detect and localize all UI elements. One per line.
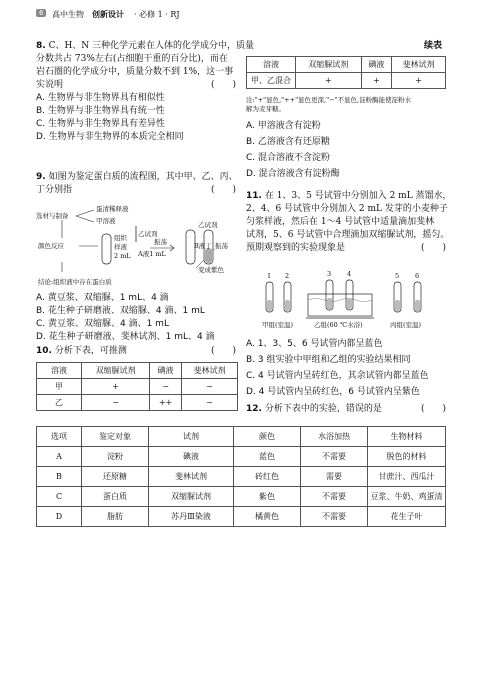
q10-option-a: A. 甲溶液含有淀粉 [246,121,321,131]
q10-stem: 分析下表，可推测 [54,346,127,356]
q11-option-c: C. 4 号试管内呈砖红色，其余试管内都呈蓝色 [246,371,429,381]
q9-line-1: 如图为鉴定蛋白质的流程图，其中甲、乙、丙、 [48,172,238,182]
fig-sample-3: 2 mL [114,252,131,260]
q12-header-cell: 颜色 [234,427,301,447]
table-cell: 甘蔗汁、西瓜汁 [368,467,446,487]
table-row [37,507,446,527]
table-cell: 不需要 [301,487,368,507]
tube-label-1: 1 [267,272,272,280]
q10-header-cell: 碘液 [150,363,182,379]
q8-option-b: B. 生物界与非生物界具有统一性 [36,106,165,116]
q10-header-cell: 溶液 [247,57,296,73]
q12-table [36,426,446,527]
book-title: 高中生物 [52,10,84,19]
continued-label: 续表 [424,41,443,51]
table-cell: 淀粉 [82,447,149,467]
table-row [37,395,238,411]
table-cell: A [37,447,82,467]
tube-label-3: 3 [327,270,332,278]
table-cell: − [181,395,237,411]
q12-header-cell: 选项 [37,427,82,447]
q12-header-cell: 生物材料 [368,427,446,447]
fig-egg-label: 蛋清稀释液 [96,205,129,213]
q11-options [246,336,446,400]
q8-number: 8. [36,41,46,51]
table-cell: 蓝色 [234,447,301,467]
table-cell: C [37,487,82,507]
page-header [36,8,456,22]
q9-option-a: A. 黄豆浆、双缩脲、1 mL、4 滴 [36,293,169,303]
table-cell: + [296,73,362,89]
q9-answer-paren: ( ) [210,185,236,195]
q10-note-line-2: 解为麦芽糖。 [246,105,285,113]
table-row [37,447,446,467]
q10-answer-paren: ( ) [210,346,236,356]
table-cell: 不需要 [301,447,368,467]
table-cell: 需要 [301,467,368,487]
table-cell: 脂肪 [82,507,149,527]
fig-sample-1: 组织 [114,234,127,242]
q9-line-2: 丁分别指 [36,185,73,195]
q12-answer-paren: ( ) [420,404,446,414]
q10-table [36,362,238,411]
table-cell: − [181,379,237,395]
caption-group-jia: 甲组(室温) [262,321,294,329]
table-row [247,73,446,89]
q11-option-d: D. 4 号试管内呈砖红色，6 号试管内呈紫色 [246,387,420,397]
question-8 [36,40,255,144]
q8-option-d: D. 生物界与非生物界的本质完全相同 [36,132,184,142]
table-cell: + [82,379,150,395]
q8-line-4: 实说明 [36,80,64,90]
q11-line-3: 匀浆样液，然后在 1～4 号试管中适量滴加斐林 [246,217,435,227]
q10-option-b: B. 乙溶液含有还原糖 [246,137,330,147]
brand-logo: 创新设计 [92,10,124,19]
q12-header-cell: 试剂 [149,427,234,447]
question-9 [36,171,236,197]
table-cell: 紫色 [234,487,301,507]
table-cell: 豆浆、牛奶、鸡蛋清 [368,487,446,507]
q11-line-4: 试剂，5、6 号试管中合理滴加双缩脲试剂，摇匀。 [246,230,450,240]
q10-header-cell: 斐林试剂 [392,57,446,73]
table-row [37,379,238,395]
table-row [37,467,446,487]
q8-line-3: 岩石圈的化学成分中，质量分数不到 1%，这一事 [36,67,234,77]
q9-option-d: D. 花生种子研磨液、斐林试剂、1 mL、4 滴 [36,332,215,342]
question-9-options [36,292,236,344]
table-cell: 双缩脲试剂 [149,487,234,507]
fig-purple-label: 变成紫色 [198,266,224,274]
book-volume: · 必修 1 · RJ [134,10,180,19]
fig-jia-label: 甲溶液 [96,217,116,225]
fig-bing-label: 乙试剂 [198,221,218,229]
table-cell: 乙 [37,395,82,411]
fig-yi-amount: A液1 mL [138,250,166,258]
table-cell: 不需要 [301,507,368,527]
question-12 [246,403,446,416]
q12-stem: 分析下表中的实验，错误的是 [264,404,382,414]
q11-line-5: 预期观察到的实验现象是 [246,243,346,253]
q12-number: 12. [246,404,262,414]
q8-answer-paren: ( ) [210,80,236,90]
table-cell: D [37,507,82,527]
q10-note-line-1: 注:"+"显色,"++"显色更深,"−"不显色,淀粉酶能使淀粉水 [246,96,412,104]
tube-label-2: 2 [285,272,290,280]
q8-option-c: C. 生物界与非生物界具有差异性 [36,119,166,129]
tube-label-5: 5 [395,272,400,280]
caption-group-yi: 乙组(60 ℃水浴) [314,321,363,329]
fig-conclusion: 结论:组织液中存在蛋白质 [38,278,112,286]
q9-number: 9. [36,172,46,182]
protein-test-flowchart [36,204,236,290]
q8-option-a: A. 生物界与非生物界具有相似性 [36,93,165,103]
table-cell: + [361,73,392,89]
question-10 [36,345,236,358]
caption-group-bing: 丙组(室温) [390,321,422,329]
q11-option-b: B. 3 组实验中甲组和乙组的实验结果相同 [246,355,411,365]
table-cell: ++ [150,395,182,411]
q11-option-a: A. 1、3、5、6 号试管内都呈蓝色 [246,339,383,349]
table-cell: 脱色的材料 [368,447,446,467]
table-cell: − [82,395,150,411]
q12-header-cell: 水浴加热 [301,427,368,447]
table-cell: 甲、乙混合 [247,73,296,89]
q8-line-1: C、H、N 三种化学元素在人体的化学成分中，质量 [48,41,255,51]
table-cell: 橘黄色 [234,507,301,527]
q11-number: 11. [246,191,262,201]
tube-label-6: 6 [415,272,420,280]
table-cell: − [150,379,182,395]
q9-option-b: B. 花生种子研磨液、双缩脲、4 滴、1 mL [36,306,205,316]
q9-option-c: C. 黄豆浆、双缩脲、4 滴、1 mL [36,319,169,329]
table-cell: 蛋白质 [82,487,149,507]
q10-table-continued [246,56,446,89]
question-11 [246,190,452,255]
fig-sample-2: 样液 [114,243,127,251]
test-tube-figure [246,270,446,330]
fig-ding-label: B液丁_振荡 [194,242,229,250]
table-cell: 还原糖 [82,467,149,487]
q10-number: 10. [36,346,52,356]
q10-note [246,96,446,114]
q10-header-cell: 碘液 [361,57,392,73]
q10-options [246,118,446,182]
table-cell: 甲 [37,379,82,395]
table-cell: + [392,73,446,89]
q12-header-cell: 鉴定对象 [82,427,149,447]
table-cell: 砖红色 [234,467,301,487]
q10-header-cell: 斐林试剂 [181,363,237,379]
table-cell: 碘液 [149,447,234,467]
fig-yi-label: 乙试剂 [138,230,158,238]
fig-shake-label: 振荡 [154,238,167,246]
q10-header-cell: 双缩脲试剂 [82,363,150,379]
q11-line-2: 2、4、6 号试管中分别加入 2 mL 发芽的小麦种子 [246,204,448,214]
fig-react-label: 颜色反应 [38,242,64,250]
q10-header-cell: 双缩脲试剂 [296,57,362,73]
q11-answer-paren: ( ) [420,243,446,253]
fig-material-label: 选材与制备 [36,212,69,220]
q10-option-d: D. 混合溶液含有淀粉酶 [246,169,340,179]
table-row [37,487,446,507]
table-cell: B [37,467,82,487]
q10-option-c: C. 混合溶液不含淀粉 [246,153,331,163]
tube-label-4: 4 [347,270,352,278]
q11-line-1: 在 1、3、5 号试管中分别加入 2 mL 蒸馏水， [264,191,452,201]
q10-header-cell: 溶液 [37,363,82,379]
table-cell: 苏丹Ⅲ染液 [149,507,234,527]
page-number: 6 [36,9,46,17]
table-cell: 花生子叶 [368,507,446,527]
table-cell: 斐林试剂 [149,467,234,487]
q8-line-2: 分数共占 73%左右(占细胞干重的百分比)，而在 [36,54,228,64]
